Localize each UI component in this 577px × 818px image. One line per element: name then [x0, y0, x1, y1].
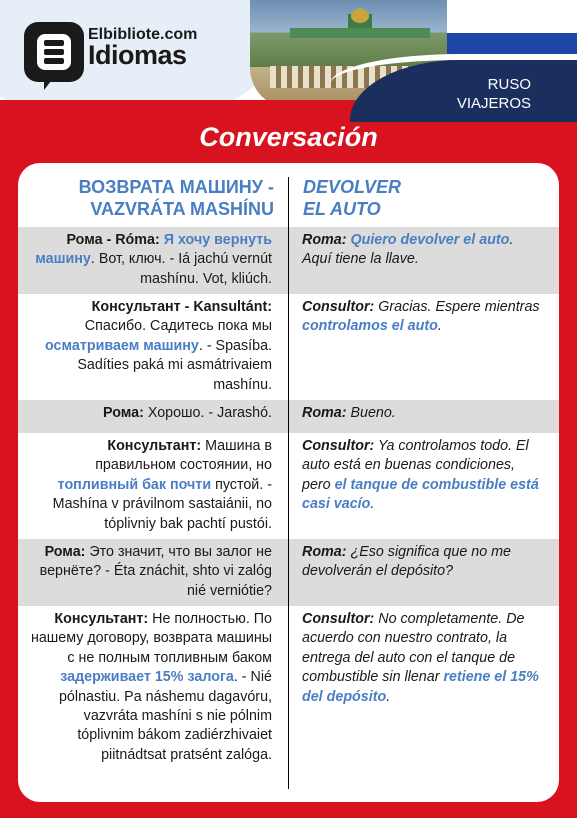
dialogue-text: . Вот, ключ. - Iá jachú vernút mashínu. Vot, kliúch.: [90, 251, 272, 287]
speaker-label: Roma:: [302, 232, 347, 248]
dialogue-text: Хорошо. - Jarashó.: [143, 405, 272, 421]
spanish-line: [302, 298, 542, 337]
speaker-label: Консультант - Kansultánt:: [91, 299, 272, 315]
dialogue-text: .: [437, 318, 442, 335]
highlighted-phrase: Я хочу вернуть машину: [35, 232, 272, 268]
russian-line: [28, 543, 272, 601]
dialogue-text: . - Spasíba. Sadíties paká mi asmátrivaiem mashínu.: [77, 337, 272, 393]
column-heading-russian-line2: VAZVRÁTA MASHÍNU: [90, 199, 274, 219]
highlighted-phrase: задерживает 15% залога: [60, 669, 234, 686]
speaker-label: Consultor:: [302, 299, 375, 315]
dialogue-text: .: [386, 688, 391, 705]
speaker-label: Консультант:: [107, 438, 202, 454]
highlighted-phrase: Quiero devolver el auto: [350, 232, 510, 248]
logo-speech-tail: [44, 72, 58, 90]
dialogue-text: No completamente. De acuerdo con nuestro contrato, la entrega del auto con el tanque de combustible sin llenar: [302, 611, 525, 686]
site-name: Elbibliote.com: [88, 26, 198, 43]
dialogue-text: . - Nié pólnastiu. Pa náshemu dagavóru, vazvráta mashíni s nie pólnim tóplivnim bákom zadiérzhivaiet piitnádtsat pratsént zalóga.: [58, 669, 272, 763]
speaker-label: Consultor:: [302, 438, 375, 454]
section-title: Conversación: [199, 122, 378, 152]
russian-line: [28, 298, 272, 395]
spanish-line: [302, 404, 542, 423]
spanish-line: [302, 610, 542, 707]
highlighted-phrase: осматриваем машину: [45, 337, 199, 354]
conversation-card: [18, 163, 559, 802]
highlighted-phrase: controlamos el auto: [302, 318, 438, 335]
russian-line: [28, 404, 272, 423]
russian-line: [28, 231, 272, 289]
russian-line: [28, 610, 272, 765]
dialogue-text: Не полностью. По нашему договору, возврата машины с не полным топливным баком: [30, 611, 272, 666]
dialogue-text: Спасибо. Садитесь пока мы: [84, 318, 272, 335]
dialogue-text: Это значит, что вы залог не вернёте? - Éta znáchit, shto vi zalóg nié verniótie?: [39, 544, 272, 599]
column-heading-spanish-line1: DEVOLVER: [303, 177, 402, 197]
dialogue-text: пустой. - Mashína v právilnom sastaiánii, no tóplivniy bak pachtí pustói.: [52, 476, 272, 532]
header-banner: [0, 0, 577, 122]
dialogue-text: . Aquí tiene la llave.: [302, 232, 514, 268]
highlighted-phrase: топливный бак почти: [57, 476, 212, 493]
russian-line: [28, 437, 272, 534]
speaker-label: Consultor:: [302, 611, 375, 627]
dialogue-text: Ya controlamos todo. El auto está en buenas condiciones, pero: [302, 438, 529, 493]
column-heading-russian-line1: ВОЗВРАТА МАШИНУ -: [78, 177, 274, 197]
palace-domes-icon: [290, 8, 430, 38]
spanish-line: [302, 543, 542, 582]
column-heading-spanish: [303, 176, 543, 220]
column-divider: [288, 177, 289, 789]
speaker-label: Roma:: [302, 405, 347, 421]
site-subtitle: Idiomas: [88, 40, 187, 70]
dialogue-text: Gracias. Espere mientras: [374, 299, 540, 315]
dialogue-text: Машина в правильном состоянии, но: [95, 438, 272, 474]
dialogue-text: ¿Eso significa que no me devolverán el depósito?: [302, 544, 511, 580]
column-heading-spanish-line2: EL AUTO: [303, 199, 381, 219]
speaker-label: Roma:: [302, 544, 347, 560]
highlighted-phrase: el tanque de combustible está casi vacío: [302, 476, 539, 513]
spanish-line: [302, 231, 542, 270]
speaker-label: Рома - Róma:: [66, 232, 160, 248]
speaker-label: Рома:: [103, 405, 144, 421]
highlighted-phrase: retiene el 15% del depósito: [302, 669, 539, 705]
language-label: RUSO: [487, 76, 531, 93]
column-heading-russian: [38, 176, 274, 220]
spanish-line: [302, 437, 542, 515]
audience-label: VIAJEROS: [456, 95, 531, 112]
speaker-label: Консультант:: [54, 611, 149, 627]
dialogue-text: Bueno.: [346, 405, 396, 421]
speaker-label: Рома:: [44, 544, 86, 560]
dialogue-text: .: [370, 496, 375, 513]
